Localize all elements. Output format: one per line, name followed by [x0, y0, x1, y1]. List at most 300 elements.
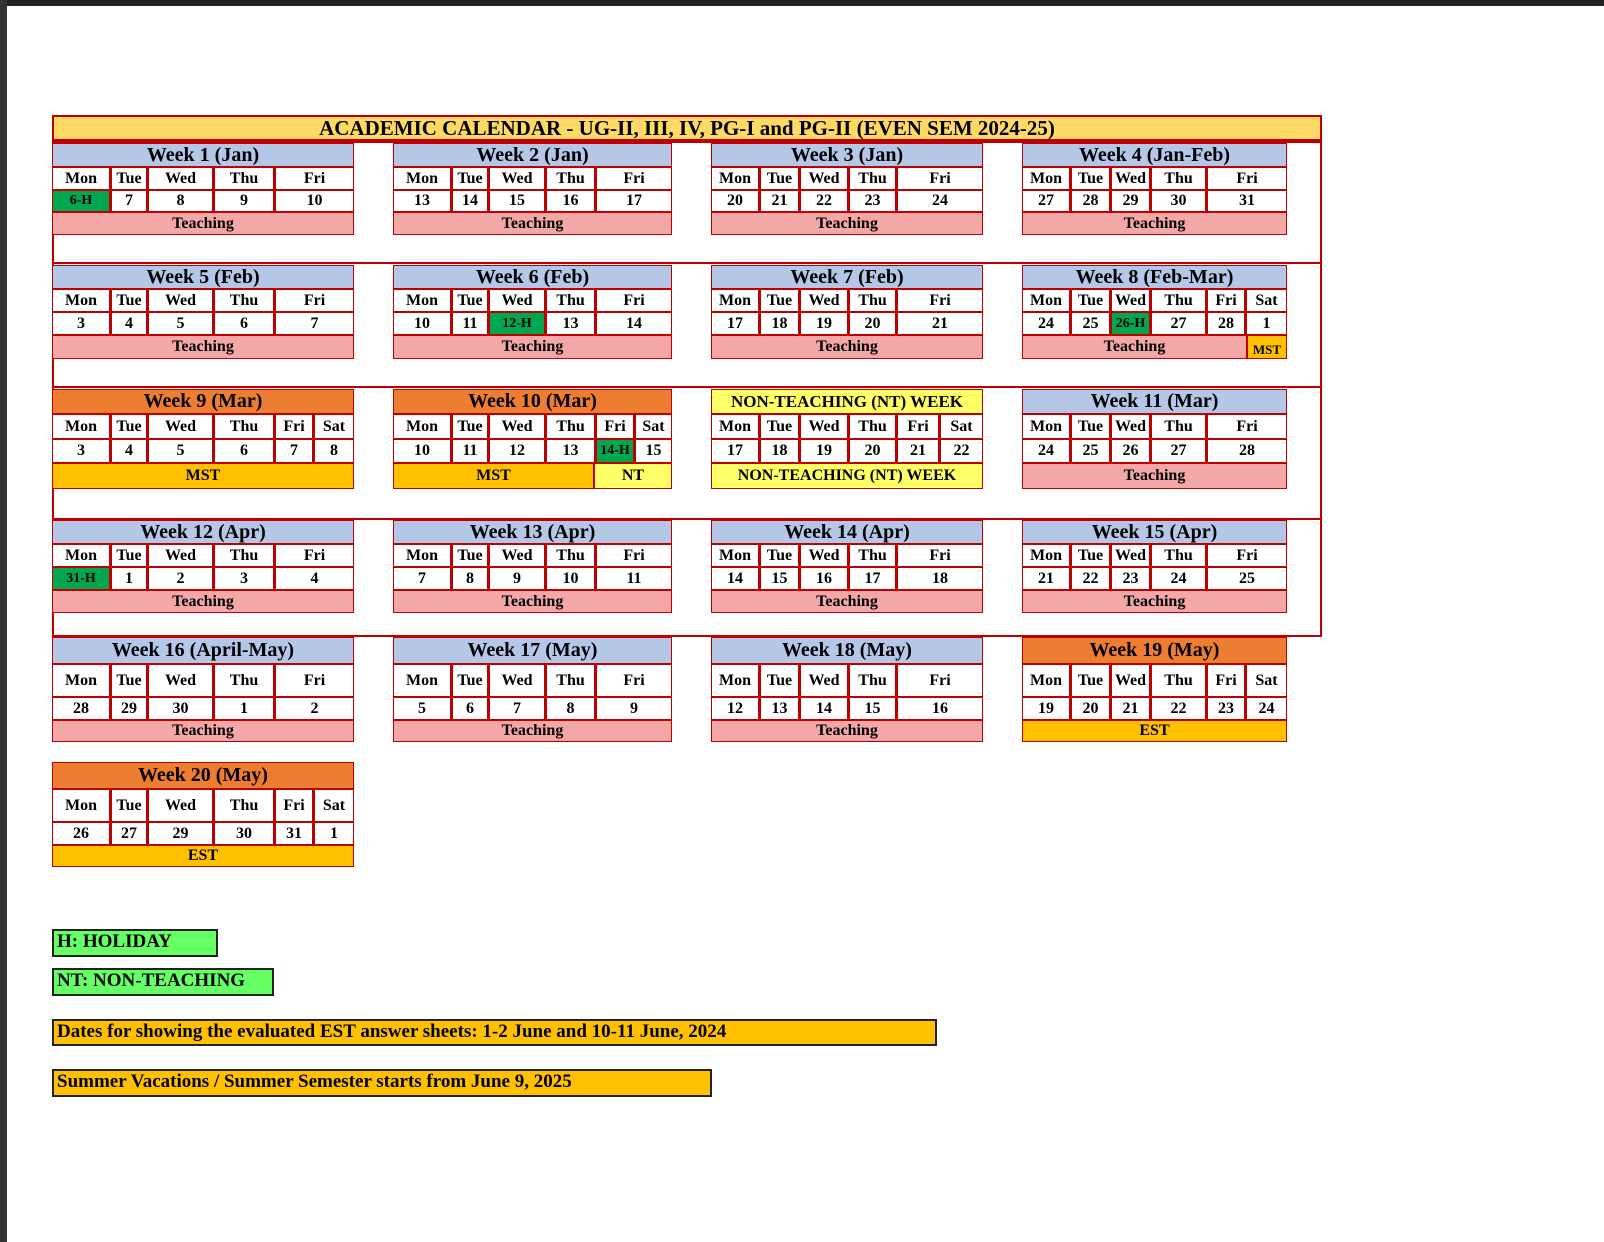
date-cell: 20	[711, 190, 759, 212]
day-name-tue: Tue	[451, 289, 488, 312]
date-cell: 13	[545, 439, 595, 463]
status-band-teaching: Teaching	[52, 590, 354, 613]
day-name-fri: Fri	[1206, 289, 1245, 312]
date-cell: 10	[545, 567, 595, 590]
week-block-w11	[1022, 389, 1287, 489]
dates-row	[711, 312, 983, 335]
day-name-mon: Mon	[393, 664, 451, 697]
day-name-wed: Wed	[799, 664, 848, 697]
day-name-mon: Mon	[393, 544, 451, 567]
status-band-row	[52, 590, 354, 613]
status-band-row	[1022, 335, 1287, 359]
day-name-fri: Fri	[896, 544, 983, 567]
day-name-thu: Thu	[213, 414, 274, 439]
day-name-fri: Fri	[274, 414, 313, 439]
status-band-mst: MST	[52, 463, 354, 489]
date-cell: 30	[147, 697, 213, 720]
date-cell: 6	[213, 312, 274, 335]
date-cell: 25	[1206, 567, 1287, 590]
day-name-fri: Fri	[1206, 664, 1245, 697]
day-names-row	[711, 544, 983, 567]
status-band-row	[52, 212, 354, 235]
date-cell: 4	[274, 567, 354, 590]
week-block-w7	[711, 265, 983, 359]
week-header: Week 19 (May)	[1022, 637, 1287, 664]
legend-holiday: H: HOLIDAY	[52, 929, 218, 957]
date-cell: 21	[1110, 697, 1150, 720]
date-cell: 14	[595, 312, 672, 335]
day-name-thu: Thu	[213, 289, 274, 312]
status-band-teaching: Teaching	[393, 720, 672, 742]
status-band-row	[711, 590, 983, 613]
day-name-wed: Wed	[147, 789, 213, 822]
day-name-tue: Tue	[110, 789, 147, 822]
date-cell: 14	[711, 567, 759, 590]
status-band-row	[52, 845, 354, 867]
week-block-w6	[393, 265, 672, 359]
day-name-wed: Wed	[799, 414, 848, 439]
date-cell: 6	[451, 697, 488, 720]
day-name-thu: Thu	[213, 664, 274, 697]
date-cell: 7	[110, 190, 147, 212]
legend-est-dates: Dates for showing the evaluated EST answer sheets: 1-2 June and 10-11 June, 2024	[52, 1019, 937, 1046]
day-name-tue: Tue	[110, 167, 147, 190]
date-cell: 7	[393, 567, 451, 590]
status-band-nt_week: NON-TEACHING (NT) WEEK	[711, 463, 983, 489]
date-cell: 27	[1022, 190, 1070, 212]
date-cell: 6	[213, 439, 274, 463]
status-band-row	[711, 212, 983, 235]
date-cell: 21	[759, 190, 799, 212]
day-name-fri: Fri	[1206, 167, 1287, 190]
date-cell: 18	[759, 439, 799, 463]
date-cell: 24	[1022, 312, 1070, 335]
week-header: Week 3 (Jan)	[711, 143, 983, 167]
date-cell: 21	[1022, 567, 1070, 590]
status-band-teaching: Teaching	[393, 590, 672, 613]
day-name-tue: Tue	[110, 414, 147, 439]
status-band-row	[393, 335, 672, 359]
week-header: NON-TEACHING (NT) WEEK	[711, 389, 983, 414]
date-cell: 19	[1022, 697, 1070, 720]
legend-summer: Summer Vacations / Summer Semester starts from June 9, 2025	[52, 1069, 712, 1097]
dates-row	[52, 697, 354, 720]
day-name-wed: Wed	[1110, 544, 1150, 567]
status-band-est: EST	[1022, 720, 1287, 742]
day-name-wed: Wed	[488, 664, 545, 697]
day-name-fri: Fri	[595, 167, 672, 190]
week-header: Week 6 (Feb)	[393, 265, 672, 289]
day-name-fri: Fri	[1206, 414, 1287, 439]
day-name-wed: Wed	[488, 414, 545, 439]
day-name-thu: Thu	[545, 167, 595, 190]
week-header: Week 1 (Jan)	[52, 143, 354, 167]
date-cell: 30	[213, 822, 274, 845]
status-band-row	[393, 720, 672, 742]
day-names-row	[52, 167, 354, 190]
status-band-teaching: Teaching	[711, 335, 983, 359]
day-name-mon: Mon	[393, 289, 451, 312]
day-name-thu: Thu	[1150, 664, 1206, 697]
day-name-fri: Fri	[274, 544, 354, 567]
day-name-wed: Wed	[799, 289, 848, 312]
dates-row	[1022, 697, 1287, 720]
day-names-row	[52, 414, 354, 439]
week-header: Week 13 (Apr)	[393, 520, 672, 544]
date-cell: 4	[110, 312, 147, 335]
date-cell: 8	[545, 697, 595, 720]
date-cell: 24	[1150, 567, 1206, 590]
day-name-fri: Fri	[595, 544, 672, 567]
window-left-border	[0, 0, 7, 1242]
status-band-teaching: Teaching	[1022, 212, 1287, 235]
date-cell: 30	[1150, 190, 1206, 212]
date-cell: 11	[451, 312, 488, 335]
date-cell: 14	[451, 190, 488, 212]
week-block-w4	[1022, 143, 1287, 235]
week-block-w13	[393, 520, 672, 613]
day-name-mon: Mon	[52, 167, 110, 190]
status-band-row	[52, 335, 354, 359]
dates-row	[393, 567, 672, 590]
week-header: Week 11 (Mar)	[1022, 389, 1287, 414]
day-names-row	[393, 289, 672, 312]
dates-row	[711, 697, 983, 720]
date-cell: 10	[274, 190, 354, 212]
day-name-sat: Sat	[634, 414, 672, 439]
week-block-wnt	[711, 389, 983, 489]
holiday-date-cell: 12-H	[488, 312, 545, 335]
date-cell: 28	[52, 697, 110, 720]
date-cell: 5	[393, 697, 451, 720]
day-name-mon: Mon	[1022, 544, 1070, 567]
status-band-row	[711, 720, 983, 742]
day-names-row	[393, 544, 672, 567]
status-band-row	[711, 335, 983, 359]
date-cell: 1	[1245, 312, 1287, 335]
day-name-thu: Thu	[545, 544, 595, 567]
week-header: Week 15 (Apr)	[1022, 520, 1287, 544]
day-name-sat: Sat	[313, 789, 354, 822]
status-band-row	[52, 463, 354, 489]
date-cell: 18	[896, 567, 983, 590]
day-name-fri: Fri	[595, 289, 672, 312]
date-cell: 7	[274, 439, 313, 463]
day-name-wed: Wed	[488, 167, 545, 190]
week-header: Week 2 (Jan)	[393, 143, 672, 167]
date-cell: 7	[274, 312, 354, 335]
date-cell: 13	[393, 190, 451, 212]
dates-row	[1022, 312, 1287, 335]
date-cell: 28	[1206, 312, 1245, 335]
status-band-teaching: Teaching	[1022, 590, 1287, 613]
date-cell: 4	[110, 439, 147, 463]
date-cell: 19	[799, 439, 848, 463]
status-band-row	[52, 720, 354, 742]
day-names-row	[1022, 414, 1287, 439]
day-name-fri: Fri	[896, 167, 983, 190]
date-cell: 12	[711, 697, 759, 720]
status-band-teaching: Teaching	[711, 212, 983, 235]
status-band-row	[393, 590, 672, 613]
week-block-w17	[393, 637, 672, 742]
week-header: Week 9 (Mar)	[52, 389, 354, 414]
date-cell: 3	[213, 567, 274, 590]
week-block-w8	[1022, 265, 1287, 359]
holiday-date-cell: 6-H	[52, 190, 110, 212]
day-names-row	[52, 664, 354, 697]
date-cell: 10	[393, 312, 451, 335]
dates-row	[393, 697, 672, 720]
dates-row	[1022, 190, 1287, 212]
date-cell: 13	[545, 312, 595, 335]
day-name-tue: Tue	[110, 544, 147, 567]
date-cell: 27	[1150, 439, 1206, 463]
day-names-row	[1022, 289, 1287, 312]
date-cell: 11	[451, 439, 488, 463]
dates-row	[52, 439, 354, 463]
day-name-sat: Sat	[1245, 289, 1287, 312]
status-band-teaching: Teaching	[711, 590, 983, 613]
day-name-tue: Tue	[110, 289, 147, 312]
dates-row	[711, 567, 983, 590]
day-name-thu: Thu	[213, 167, 274, 190]
date-cell: 5	[147, 312, 213, 335]
status-band-teaching: Teaching	[393, 212, 672, 235]
day-names-row	[393, 167, 672, 190]
day-names-row	[393, 414, 672, 439]
date-cell: 28	[1070, 190, 1110, 212]
dates-row	[52, 190, 354, 212]
day-name-wed: Wed	[488, 289, 545, 312]
day-name-wed: Wed	[147, 414, 213, 439]
day-name-mon: Mon	[711, 544, 759, 567]
day-name-fri: Fri	[274, 789, 313, 822]
day-name-tue: Tue	[759, 414, 799, 439]
day-name-mon: Mon	[711, 664, 759, 697]
date-cell: 19	[799, 312, 848, 335]
day-names-row	[711, 664, 983, 697]
week-block-w9	[52, 389, 354, 489]
date-cell: 26	[52, 822, 110, 845]
day-name-wed: Wed	[147, 664, 213, 697]
date-cell: 17	[711, 439, 759, 463]
status-band-teaching: Teaching	[1022, 463, 1287, 489]
date-cell: 15	[759, 567, 799, 590]
day-name-fri: Fri	[1206, 544, 1287, 567]
week-block-w5	[52, 265, 354, 359]
day-name-fri: Fri	[595, 414, 634, 439]
day-name-thu: Thu	[848, 167, 896, 190]
date-cell: 29	[147, 822, 213, 845]
week-header: Week 14 (Apr)	[711, 520, 983, 544]
day-names-row	[1022, 167, 1287, 190]
week-block-w14	[711, 520, 983, 613]
day-name-mon: Mon	[52, 289, 110, 312]
day-name-fri: Fri	[595, 664, 672, 697]
day-name-sat: Sat	[939, 414, 983, 439]
day-name-tue: Tue	[451, 414, 488, 439]
date-cell: 10	[393, 439, 451, 463]
holiday-date-cell: 26-H	[1110, 312, 1150, 335]
holiday-date-cell: 31-H	[52, 567, 110, 590]
day-name-mon: Mon	[393, 167, 451, 190]
day-name-tue: Tue	[451, 544, 488, 567]
week-header: Week 8 (Feb-Mar)	[1022, 265, 1287, 289]
date-cell: 15	[488, 190, 545, 212]
status-band-row	[1022, 463, 1287, 489]
calendar-title: ACADEMIC CALENDAR - UG-II, III, IV, PG-I and PG-II (EVEN SEM 2024-25)	[52, 115, 1322, 141]
dates-row	[52, 822, 354, 845]
status-band-teaching: Teaching	[52, 335, 354, 359]
week-block-w12	[52, 520, 354, 613]
day-name-fri: Fri	[274, 289, 354, 312]
day-name-thu: Thu	[545, 664, 595, 697]
day-name-mon: Mon	[52, 414, 110, 439]
day-name-mon: Mon	[711, 289, 759, 312]
window-top-border	[0, 0, 1604, 6]
day-name-mon: Mon	[711, 167, 759, 190]
dates-row	[52, 567, 354, 590]
date-cell: 15	[634, 439, 672, 463]
date-cell: 9	[595, 697, 672, 720]
date-cell: 27	[1150, 312, 1206, 335]
date-cell: 8	[451, 567, 488, 590]
day-name-wed: Wed	[488, 544, 545, 567]
date-cell: 7	[488, 697, 545, 720]
date-cell: 9	[213, 190, 274, 212]
date-cell: 21	[896, 312, 983, 335]
date-cell: 26	[1110, 439, 1150, 463]
day-name-wed: Wed	[1110, 414, 1150, 439]
day-name-tue: Tue	[1070, 289, 1110, 312]
day-name-mon: Mon	[1022, 167, 1070, 190]
date-cell: 16	[545, 190, 595, 212]
status-band-row	[1022, 212, 1287, 235]
day-name-thu: Thu	[1150, 414, 1206, 439]
day-name-tue: Tue	[759, 664, 799, 697]
date-cell: 14	[799, 697, 848, 720]
date-cell: 16	[799, 567, 848, 590]
date-cell: 28	[1206, 439, 1287, 463]
dates-row	[393, 439, 672, 463]
date-cell: 8	[147, 190, 213, 212]
date-cell: 17	[595, 190, 672, 212]
dates-row	[711, 190, 983, 212]
status-band-row	[393, 212, 672, 235]
day-name-fri: Fri	[274, 664, 354, 697]
day-names-row	[52, 544, 354, 567]
week-block-w3	[711, 143, 983, 235]
day-name-wed: Wed	[1110, 289, 1150, 312]
status-band-row	[1022, 720, 1287, 742]
date-cell: 3	[52, 312, 110, 335]
date-cell: 29	[110, 697, 147, 720]
day-name-thu: Thu	[1150, 544, 1206, 567]
day-name-wed: Wed	[147, 289, 213, 312]
week-header: Week 10 (Mar)	[393, 389, 672, 414]
week-block-w1	[52, 143, 354, 235]
date-cell: 11	[595, 567, 672, 590]
day-name-sat: Sat	[1245, 664, 1287, 697]
day-names-row	[52, 289, 354, 312]
day-name-wed: Wed	[147, 167, 213, 190]
day-name-tue: Tue	[451, 664, 488, 697]
day-name-wed: Wed	[1110, 167, 1150, 190]
day-names-row	[393, 664, 672, 697]
date-cell: 24	[1245, 697, 1287, 720]
date-cell: 23	[1110, 567, 1150, 590]
day-names-row	[1022, 544, 1287, 567]
date-cell: 1	[110, 567, 147, 590]
status-band-row	[1022, 590, 1287, 613]
week-header: Week 7 (Feb)	[711, 265, 983, 289]
date-cell: 20	[1070, 697, 1110, 720]
day-name-thu: Thu	[545, 289, 595, 312]
day-name-fri: Fri	[896, 289, 983, 312]
day-name-fri: Fri	[896, 664, 983, 697]
day-name-wed: Wed	[1110, 664, 1150, 697]
day-name-thu: Thu	[213, 789, 274, 822]
date-cell: 17	[711, 312, 759, 335]
legend-non-teaching: NT: NON-TEACHING	[52, 968, 274, 996]
week-header: Week 20 (May)	[52, 762, 354, 789]
date-cell: 2	[147, 567, 213, 590]
date-cell: 20	[848, 439, 896, 463]
day-names-row	[711, 167, 983, 190]
date-cell: 24	[896, 190, 983, 212]
date-cell: 22	[1150, 697, 1206, 720]
date-cell: 1	[213, 697, 274, 720]
status-band-teaching: Teaching	[52, 212, 354, 235]
status-band-mst: MST	[1247, 335, 1287, 359]
dates-row	[393, 190, 672, 212]
week-header: Week 18 (May)	[711, 637, 983, 664]
day-name-tue: Tue	[110, 664, 147, 697]
date-cell: 27	[110, 822, 147, 845]
date-cell: 20	[848, 312, 896, 335]
date-cell: 3	[52, 439, 110, 463]
holiday-date-cell: 14-H	[595, 439, 634, 463]
dates-row	[52, 312, 354, 335]
date-cell: 29	[1110, 190, 1150, 212]
date-cell: 5	[147, 439, 213, 463]
date-cell: 23	[1206, 697, 1245, 720]
day-name-mon: Mon	[52, 789, 110, 822]
date-cell: 31	[274, 822, 313, 845]
day-name-tue: Tue	[759, 289, 799, 312]
week-block-w18	[711, 637, 983, 742]
date-cell: 24	[1022, 439, 1070, 463]
week-header: Week 4 (Jan-Feb)	[1022, 143, 1287, 167]
status-band-row	[711, 463, 983, 489]
date-cell: 18	[759, 312, 799, 335]
status-band-teaching: Teaching	[393, 335, 672, 359]
day-names-row	[711, 289, 983, 312]
date-cell: 16	[896, 697, 983, 720]
day-names-row	[52, 789, 354, 822]
week-block-w19	[1022, 637, 1287, 742]
week-header: Week 16 (April-May)	[52, 637, 354, 664]
status-band-teaching: Teaching	[52, 720, 354, 742]
day-name-tue: Tue	[1070, 664, 1110, 697]
dates-row	[711, 439, 983, 463]
day-name-thu: Thu	[848, 664, 896, 697]
date-cell: 22	[939, 439, 983, 463]
day-name-mon: Mon	[393, 414, 451, 439]
date-cell: 12	[488, 439, 545, 463]
status-band-row	[393, 463, 672, 489]
